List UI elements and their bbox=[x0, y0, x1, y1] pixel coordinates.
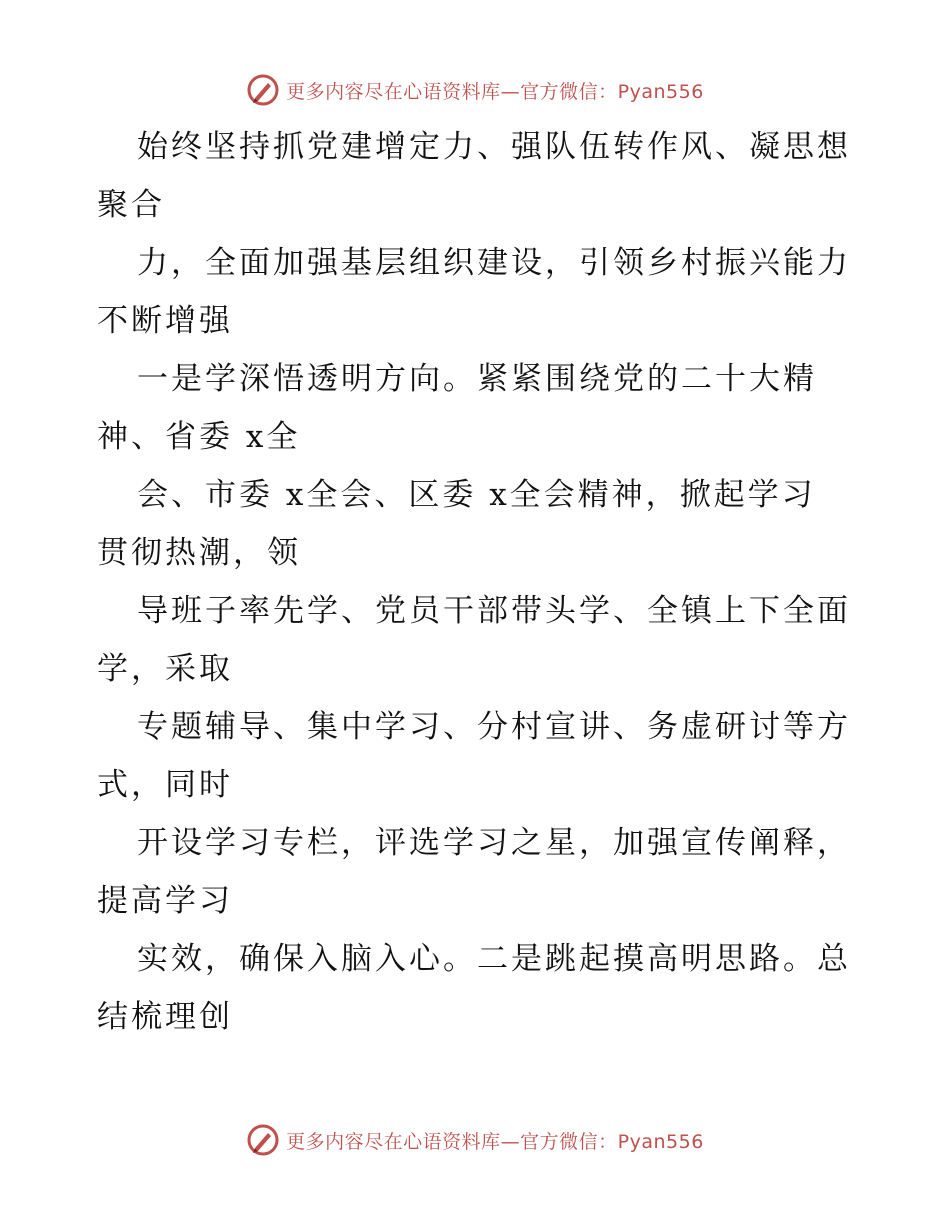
header-watermark-text: 更多内容尽在心语资料库—官方微信：Pyan556 bbox=[286, 80, 704, 103]
paragraph-6 bbox=[97, 698, 857, 814]
header-watermark bbox=[0, 70, 950, 110]
paragraph-line: 实效，确保入脑入心。二是跳起摸高明思路。总 bbox=[137, 941, 851, 977]
paragraph-line: 会、市委 x全会、区委 x全会精神，掀起学习 bbox=[137, 477, 816, 513]
document-body bbox=[97, 118, 857, 1046]
paragraph-2 bbox=[97, 234, 857, 350]
paragraph-line: 不断增强 bbox=[97, 303, 233, 339]
paragraph-line: 结梳理创 bbox=[97, 999, 233, 1035]
paragraph-line: 贯彻热潮，领 bbox=[97, 535, 301, 571]
paragraph-5 bbox=[97, 582, 857, 698]
paragraph-line: 专题辅导、集中学习、分村宣讲、务虚研讨等方 bbox=[137, 709, 851, 745]
paragraph-7 bbox=[97, 814, 857, 930]
paragraph-8 bbox=[97, 930, 857, 1046]
paragraph-line: 一是学深悟透明方向。紧紧围绕党的二十大精 bbox=[137, 361, 817, 397]
paragraph-line: 始终坚持抓党建增定力、强队伍转作风、凝思想 bbox=[137, 129, 851, 165]
paragraph-1 bbox=[97, 118, 857, 234]
paragraph-3 bbox=[97, 350, 857, 466]
paragraph-line: 神、省委 x全 bbox=[97, 419, 301, 455]
paragraph-line: 式，同时 bbox=[97, 767, 233, 803]
footer-watermark bbox=[0, 1120, 950, 1160]
paragraph-4 bbox=[97, 466, 857, 582]
pen-logo-icon bbox=[246, 1123, 280, 1157]
paragraph-line: 开设学习专栏，评选学习之星，加强宣传阐释， bbox=[137, 825, 851, 861]
paragraph-line: 提高学习 bbox=[97, 883, 233, 919]
paragraph-line: 力，全面加强基层组织建设，引领乡村振兴能力 bbox=[137, 245, 851, 281]
paragraph-line: 学，采取 bbox=[97, 651, 233, 687]
footer-watermark-text: 更多内容尽在心语资料库—官方微信：Pyan556 bbox=[286, 1130, 704, 1153]
paragraph-line: 导班子率先学、党员干部带头学、全镇上下全面 bbox=[137, 593, 851, 629]
pen-logo-icon bbox=[246, 73, 280, 107]
paragraph-line: 聚合 bbox=[97, 187, 165, 223]
